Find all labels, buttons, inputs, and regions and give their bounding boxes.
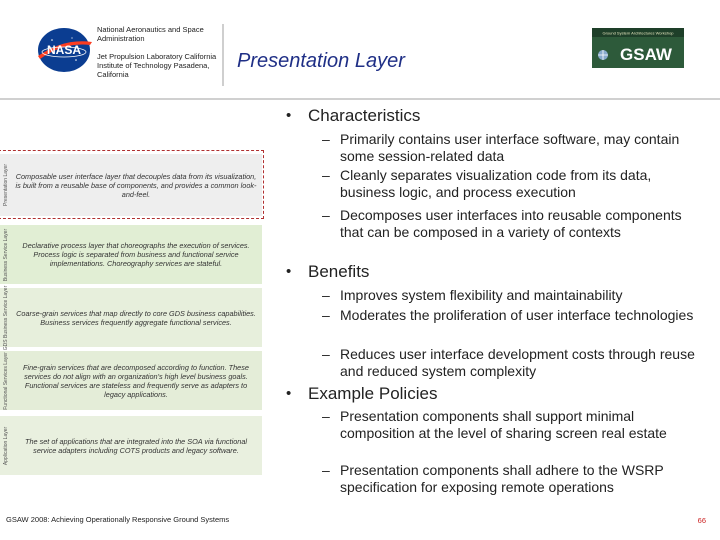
list-item: – Improves system flexibility and maintainability: [322, 287, 623, 303]
nasa-logo-icon: [32, 26, 96, 74]
header-divider: [222, 24, 224, 86]
presentation-highlight-box: [0, 150, 264, 219]
layer-side-label: Business Service Layer: [2, 228, 9, 281]
list-item: – Primarily contains user interface software, may contain some session-related data: [322, 131, 680, 164]
bullet-dot: •: [286, 385, 292, 402]
list-item: – Cleanly separates visualization code from its data, business logic, and process execution: [322, 167, 652, 200]
soa-layer-diagram: [0, 150, 268, 495]
layer-side-label: Functional Services Layer: [2, 351, 9, 410]
list-item: – Presentation components shall support minimal composition at the level of sharing screen real estate: [322, 408, 667, 441]
layer-description: Fine-grain services that are decomposed according to function. These services do not align with an organization's high level business goals. Functional services are stateless and frequently serve as adapters to legacy applications.: [23, 362, 249, 399]
nasa-logo-text: NASA: [46, 43, 82, 57]
header-rule: [0, 98, 720, 100]
gsaw-logo-text: GSAW: [620, 45, 672, 64]
page-number: 66: [697, 516, 706, 525]
footer-text: GSAW 2008: Achieving Operationally Responsive Ground Systems: [6, 515, 230, 524]
layer-side-label: GDS Business Service Layer: [2, 285, 9, 350]
list-item: – Decomposes user interfaces into reusable components that can be composed in a variety of contexts: [322, 207, 682, 240]
layer-description: Composable user interface layer that decouples data from its visualization, is built from a reusable base of components, and provides a common look-and-feel.: [15, 171, 257, 199]
list-item: – Moderates the proliferation of user interface technologies: [322, 307, 694, 323]
layer-side-label: Presentation Layer: [2, 164, 9, 206]
diagram-layer-business-services: [0, 285, 262, 350]
list-item: – Presentation components shall adhere to the WSRP specification for exposing remote operations: [322, 462, 664, 495]
layer-description: Coarse-grain services that map directly to core GDS business capabilities. Business services frequently aggregate functional services.: [16, 308, 256, 327]
layer-side-label: Application Layer: [2, 426, 9, 465]
org-name-jpl: Jet Propulsion Laboratory California Institute of Technology Pasadena, California: [97, 52, 217, 79]
diagram-layer-application: [0, 416, 262, 475]
bullet-dot: •: [286, 107, 292, 124]
slide-header: [0, 0, 720, 98]
gsaw-logo-icon: [592, 28, 684, 68]
diagram-layer-functional-services: [0, 351, 262, 410]
gsaw-logo-subtitle: Ground System Architectures Workshop: [602, 30, 674, 36]
list-item: – Reduces user interface development costs through reuse and reduced system complexity: [322, 346, 695, 379]
diagram-layer-business-process: [0, 225, 262, 284]
org-name-nasa: National Aeronautics and Space Administration: [97, 25, 204, 43]
bullet-dot: •: [286, 263, 292, 280]
layer-description: The set of applications that are integrated into the SOA via functional service adapters including COTS products and legacy software.: [24, 436, 247, 455]
page-title: Presentation Layer: [237, 50, 405, 72]
layer-description: Declarative process layer that choreographs the execution of services. Process logic is separated from business and functional service implementations. Choreography services are stateful.: [22, 241, 250, 268]
